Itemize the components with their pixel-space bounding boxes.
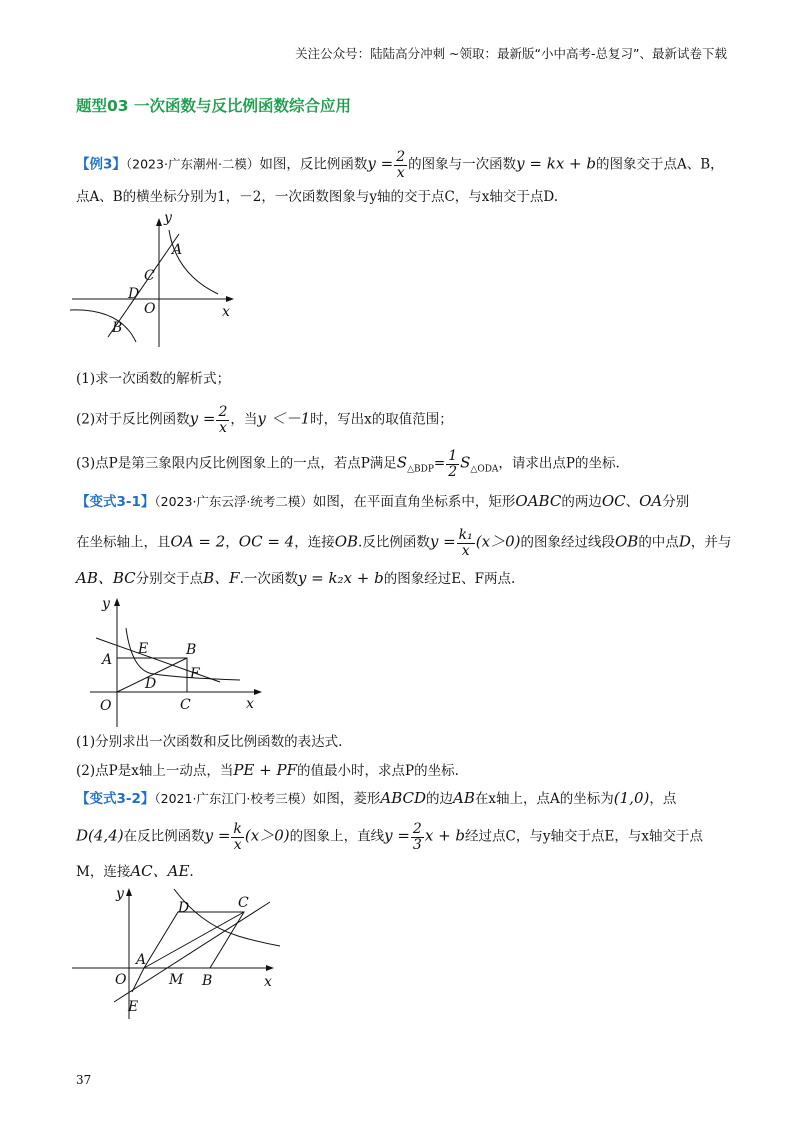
label-x: x bbox=[264, 974, 272, 990]
text: 、 bbox=[625, 494, 640, 510]
label-y: y bbox=[164, 212, 172, 226]
variant31-source: （2023·广东云浮·统考二模） bbox=[154, 494, 313, 509]
fraction bbox=[231, 822, 243, 852]
math: (1,0) bbox=[613, 789, 650, 807]
inequality: y ＜－1 bbox=[257, 409, 311, 428]
text: 分别 bbox=[662, 494, 690, 510]
example3-source: （2023·广东潮州·二模） bbox=[125, 156, 260, 172]
variant31-line1 bbox=[76, 492, 689, 510]
text: .一次函数 bbox=[239, 571, 298, 587]
figure-1 bbox=[70, 212, 240, 352]
text: 的两边 bbox=[561, 494, 602, 510]
text: 如图，在平面直角坐标系中，矩形 bbox=[312, 494, 516, 510]
math: OB bbox=[334, 532, 359, 551]
text: ，请求出点P的坐标. bbox=[498, 455, 620, 472]
label-C: C bbox=[238, 895, 249, 911]
equation: y = kx + b bbox=[516, 154, 596, 173]
y-axis-arrow bbox=[126, 888, 132, 896]
text: ，连接 bbox=[294, 534, 335, 551]
fraction-denominator: x bbox=[218, 419, 227, 436]
fraction-numerator: 2 bbox=[396, 149, 406, 165]
text: ， bbox=[225, 534, 239, 551]
fraction bbox=[411, 822, 424, 852]
label-D: D bbox=[178, 900, 190, 916]
text: 在坐标轴上，且 bbox=[76, 534, 171, 551]
text: 时，写出x的取值范围； bbox=[310, 411, 453, 428]
label-O: O bbox=[144, 301, 156, 317]
label-M: M bbox=[169, 972, 184, 988]
text: . bbox=[189, 864, 194, 880]
variant31-line3 bbox=[76, 569, 515, 587]
label-y: y bbox=[102, 596, 110, 612]
text: (2)对于反比例函数 bbox=[76, 411, 190, 428]
text: 的图象上，直线 bbox=[289, 828, 385, 845]
math: B、F bbox=[203, 569, 240, 587]
variant31-q2 bbox=[76, 761, 459, 779]
label-C: C bbox=[144, 268, 155, 284]
fraction-numerator: k₁ bbox=[458, 527, 473, 543]
text: ，点 bbox=[649, 791, 677, 807]
math: OC bbox=[601, 492, 626, 510]
text: 的图象经过线段 bbox=[520, 534, 615, 551]
fraction-denominator: 3 bbox=[412, 836, 422, 853]
example3-q1: (1)求一次函数的解析式； bbox=[76, 371, 231, 387]
text: ，并与 bbox=[690, 534, 732, 551]
math: D(4,4) bbox=[76, 826, 124, 845]
x-axis-arrow bbox=[226, 296, 234, 302]
area-subscript: △ODA bbox=[470, 464, 499, 475]
label-E: E bbox=[138, 641, 149, 657]
text: (2)点P是x轴上一动点，当 bbox=[76, 763, 234, 779]
label-C: C bbox=[180, 697, 191, 713]
text: 的图象交于点A、B， bbox=[596, 156, 724, 173]
variant32-source: （2021·广东江门·校考三模） bbox=[154, 791, 313, 806]
example3-q3 bbox=[76, 449, 620, 479]
math: AB bbox=[453, 789, 475, 807]
text: 的值最小时，求点P的坐标. bbox=[296, 763, 459, 779]
text: 在x轴上，点A的坐标为 bbox=[474, 791, 614, 807]
segment-ae bbox=[132, 968, 144, 992]
example3-line2: 点A、B的横坐标分别为1，－2，一次函数图象与y轴的交于点C，与x轴交于点D. bbox=[76, 189, 559, 205]
y-axis-arrow bbox=[114, 598, 120, 606]
label-E: E bbox=[128, 999, 139, 1015]
variant32-line1 bbox=[76, 789, 676, 807]
math: OB bbox=[614, 532, 639, 551]
label-F: F bbox=[190, 666, 200, 682]
math: OABC bbox=[515, 492, 562, 510]
y-axis-arrow bbox=[156, 218, 162, 226]
math: PE + PF bbox=[233, 761, 297, 779]
x-axis-arrow bbox=[266, 965, 274, 971]
text: 如图，反比例函数 bbox=[259, 156, 368, 173]
page-number: 37 bbox=[76, 1073, 92, 1087]
section-title: 题型03 一次函数与反比例函数综合应用 bbox=[76, 97, 351, 115]
variant32-tag: 【变式3-2】 bbox=[76, 791, 155, 807]
equation: y = bbox=[204, 826, 231, 845]
label-x: x bbox=[246, 696, 254, 712]
label-B: B bbox=[202, 973, 213, 989]
label-y: y bbox=[116, 886, 124, 902]
fraction-numerator: 2 bbox=[218, 404, 228, 420]
fraction-denominator: x bbox=[396, 164, 405, 181]
hyperbola-branch-q3 bbox=[70, 310, 136, 342]
diagonal-ac bbox=[144, 912, 244, 968]
text: 经过点C，与y轴交于点E，与x轴交于点 bbox=[465, 828, 703, 845]
condition: (x＞0) bbox=[244, 826, 290, 845]
line-ef bbox=[96, 638, 220, 682]
fraction-denominator: x bbox=[233, 836, 242, 853]
equation: y = bbox=[429, 532, 456, 551]
label-O: O bbox=[115, 972, 127, 988]
example3-q2 bbox=[76, 405, 453, 435]
page-header: 关注公众号：陆陆高分冲刺 ~领取：最新版“小中高考-总复习”、最新试卷下载 bbox=[295, 46, 727, 61]
equation: y = k₂x + b bbox=[297, 569, 384, 587]
text: 的图象经过E、F两点. bbox=[383, 571, 516, 587]
equation: x + b bbox=[424, 826, 466, 845]
label-A: A bbox=[102, 652, 113, 668]
text: 的边 bbox=[426, 791, 454, 807]
label-B: B bbox=[186, 642, 197, 658]
area-symbol: S bbox=[460, 453, 471, 472]
fraction-denominator: x bbox=[461, 542, 470, 559]
label-O: O bbox=[100, 698, 112, 714]
figure-3 bbox=[72, 884, 282, 1024]
equation: y = bbox=[189, 409, 216, 428]
text: (3)点P是第三象限内反比例图象上的一点，若点P满足 bbox=[76, 455, 397, 472]
area-symbol: S bbox=[396, 453, 408, 472]
fraction bbox=[446, 449, 459, 479]
figure-2 bbox=[90, 592, 270, 742]
variant31-q1: (1)分别求出一次函数和反比例函数的表达式. bbox=[76, 734, 343, 750]
hyperbola-branch-q1 bbox=[169, 230, 218, 294]
fraction bbox=[457, 528, 475, 558]
fraction-numerator: 2 bbox=[412, 821, 422, 837]
variant31-tag: 【变式3-1】 bbox=[76, 494, 155, 510]
fraction-numerator: 1 bbox=[448, 448, 458, 464]
label-A: A bbox=[172, 242, 183, 258]
text: .反比例函数 bbox=[358, 534, 430, 551]
equation: y = bbox=[367, 154, 394, 173]
x-axis-arrow bbox=[254, 689, 262, 695]
text: 的图象与一次函数 bbox=[408, 156, 517, 173]
label-A: A bbox=[136, 952, 147, 968]
example3-line1 bbox=[76, 150, 724, 180]
hyperbola bbox=[174, 889, 280, 946]
math: D bbox=[678, 532, 691, 551]
fraction-numerator: k bbox=[233, 821, 242, 837]
area-subscript: △BDP bbox=[407, 464, 434, 475]
text: 的中点 bbox=[638, 534, 679, 551]
equation: y = bbox=[384, 826, 410, 845]
fraction bbox=[216, 405, 229, 435]
fraction-denominator: 2 bbox=[448, 463, 458, 480]
label-x: x bbox=[222, 304, 230, 320]
math: AB、BC bbox=[76, 569, 136, 587]
variant31-line2 bbox=[76, 528, 731, 558]
variant32-line2 bbox=[76, 822, 703, 852]
label-D: D bbox=[128, 286, 140, 302]
math: OA = 2 bbox=[170, 532, 226, 551]
text: ，当 bbox=[230, 411, 258, 428]
math: AC、AE bbox=[130, 862, 190, 880]
text: 在反比例函数 bbox=[123, 828, 205, 845]
equals: = bbox=[433, 455, 446, 472]
text: M，连接 bbox=[76, 864, 131, 880]
label-D: D bbox=[145, 676, 157, 692]
label-B: B bbox=[112, 320, 123, 336]
math: OA bbox=[639, 492, 663, 510]
math: OC = 4 bbox=[238, 532, 295, 551]
math: ABCD bbox=[380, 789, 427, 807]
text: 如图，菱形 bbox=[312, 791, 381, 807]
text: 分别交于点 bbox=[135, 571, 204, 587]
example3-tag: 【例3】 bbox=[76, 156, 126, 173]
variant32-line3 bbox=[76, 862, 194, 880]
fraction bbox=[394, 150, 407, 180]
condition: (x＞0) bbox=[475, 532, 521, 551]
